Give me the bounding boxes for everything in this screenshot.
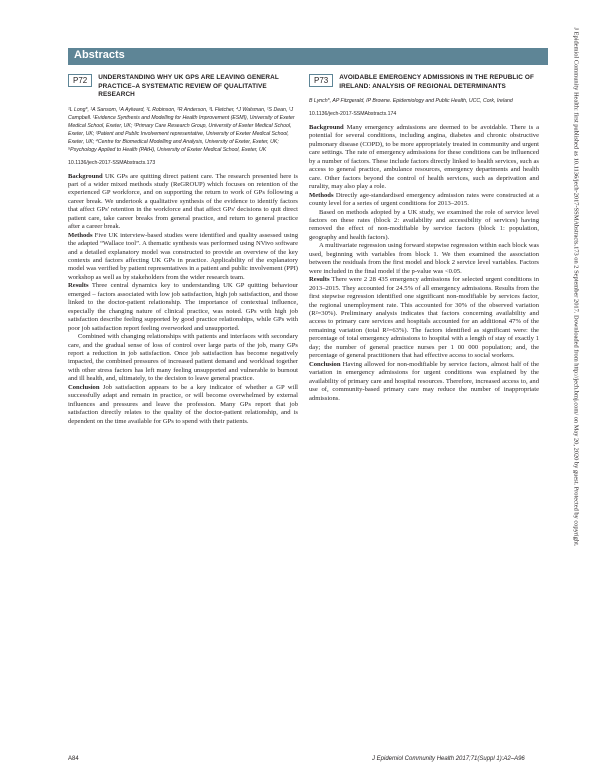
- abstract-body: [68, 173, 298, 427]
- paragraph-results: Results Three central dynamics key to understanding UK GP quitting behaviour emerged – factors associated with low job satisfaction, high job satisfaction, and those linked to the doctor-patient relationship. The importance of contextual influence, especially the changing nature of clinical practice, was noted. GPs with high job satisfaction describe feeling supported by good practice relationships, while GPs with poor job satisfaction report feeling overworked and unsupported.: [68, 282, 298, 332]
- abstract-number: P72: [68, 74, 92, 87]
- abstract-heading: [68, 74, 298, 100]
- paragraph-conclusion: Conclusion Having allowed for non-modifiable by service factors, almost half of the variation in emergency admissions for urgent conditions was explained by the availability of primary care and hospital resources. Therefore, increased access to, and use of, community-based primary care may reduce the number of inappropriate admissions.: [309, 360, 539, 402]
- paragraph-background: Background Many emergency admissions are deemed to be avoidable. There is a potential for several conditions, including angina, diabetes and chronic obstructive pulmonary disease (COPD), to be more appropriately treated in community and urgent care settings. The rate of emergency admissions for these conditions can be influenced by a number of factors. These include factors directly linked to health services, such as access to general practice, ambulance resources, emergency departments and health care. Other factors beyond the control of health services, such as deprivation and rurality, may also play a role.: [309, 124, 539, 191]
- abstract-p72: [68, 74, 298, 426]
- abstract-doi[interactable]: 10.1136/jech-2017-SSMAbstracts.174: [309, 111, 397, 117]
- abstract-title: AVOIDABLE EMERGENCY ADMISSIONS IN THE REPUBLIC OF IRELAND: ANALYSIS OF REGIONAL DETERMINANTS: [339, 74, 534, 90]
- journal-citation: J Epidemiol Community Health 2017;71(Suppl 1):A2–A96: [372, 756, 525, 762]
- sidebar-text[interactable]: J Epidemiol Community Health: first published as 10.1136/jech-2017-SSMAbstracts.173 on 2 September 2017. Downloaded from http://jech.bmj.com/ on May 20, 2020 by guest. Protected by copyright.: [572, 27, 580, 547]
- abstract-body: [309, 124, 539, 403]
- abstract-title: UNDERSTANDING WHY UK GPS ARE LEAVING GENERAL PRACTICE–A SYSTEMATIC REVIEW OF QUALITATIVE RESEARCH: [98, 74, 279, 98]
- page-number: A84: [68, 756, 79, 762]
- paragraph-methods-cont: Based on methods adopted by a UK study, we examined the role of service level factors on these rates (block 2: availability and accessibility of services) having removed the effect of non-modifiable by service factors (block 1: population, geography and health factors).: [309, 208, 539, 241]
- abstract-heading: [309, 74, 539, 91]
- abstract-authors: B Lynch*, AP Fitzgerald, IP Browne. Epidemiology and Public Health, UCC, Cork, Ireland: [309, 98, 513, 104]
- abstract-doi[interactable]: 10.1136/jech-2017-SSMAbstracts.173: [68, 159, 156, 166]
- paragraph-methods: Methods Five UK interview-based studies were identified and quality assessed using the adapted “Wallace tool”. A thematic synthesis was performed using NVivo software and a detailed explanatory model was constructed to provide an overview of the key contexts and factors affecting UK GPs in practice. Applicability of the explanatory model was verified by patient representatives in a patient and public involvement (PPI) workshop as well as by stakeholders from the wider research team.: [68, 231, 298, 281]
- paragraph-methods-cont: A multivariate regression using forward stepwise regression within each block was used, beginning with variables from block 1. We then examined the association between the residuals from the first model and block 2 service level variables. Factors were included in the final model if the p-value was <0.05.: [309, 242, 539, 275]
- abstract-p73: [309, 74, 539, 403]
- paragraph-results: Results There were 2 28 435 emergency admissions for selected urgent conditions in 2013–2015. They accounted for 24.5% of all emergency admissions. Results from the first stepwise regression identified one significant non-modifiable by services factor, the regional unemployment rate. This accounted for 30% of the observed variation (R²=30%). Preliminary analysis indicates that factors concerning availability and access to primary care services and hospitals accounted for an additional 47% of the remaining variation (total R²=63%). The factors identified as significant were: the percentage of total emergency admissions to hospital with a length of stay of exactly 1 day; the number of general practice nurses per 1 00 000 population; and, the percentage of general practitioners that had effective access to social workers.: [309, 276, 539, 360]
- paragraph-methods: Methods Directly age-standardised emergency admission rates were constructed at a county level for a series of urgent conditions for 2013–2015.: [309, 191, 539, 208]
- paragraph-conclusion: Conclusion Job satisfaction appears to be a key indicator of whether a GP will successfully adapt and remain in practice, or will become overwhelmed by external influences and pressures and leave the profession. Many GPs report that job satisfaction directly relates to the quality of the doctor-patient relationship, and is dependent on the time available for GPs to spend with their patients.: [68, 383, 298, 425]
- section-header-band: [68, 48, 548, 65]
- section-header: Abstracts: [74, 49, 125, 61]
- abstract-authors: ¹L Long*, ¹A Sansom, ¹A Aylward, ¹L Robinson, ²R Anderson, ³L Fletcher, ⁴J Walsman, ¹S Dean, ¹J Campbell. ¹Evidence Synthesis and Modelling for Health Improvement (ESMI), University of Exeter Medical School, Exeter, UK; ²Primary Care Research Group, University of Exeter Medical School, Exeter, UK; ³Patient and Public Involvement representative, University of Exeter Medical School, Exeter, UK; ⁴Centre for Biomedical Modelling and Analysis, University of Exeter, Exeter, UK; ⁵Psychology Applied to Health (PAtH), University of Exeter Medical School, Exeter, UK: [68, 106, 295, 153]
- abstract-number: P73: [309, 74, 333, 87]
- sidebar-download-note: [570, 27, 582, 750]
- paragraph-results-cont: Combined with changing relationships with patients and interfaces with secondary care, and the gradual sense of loss of control over large parts of the job, many GPs report a reduction in job satisfaction. Once job satisfaction has become negatively impacted, the combined pressures of increased patient demand and workload together with other stress factors has left many feeling unsupported and vulnerable to burnout and ill health, and, ultimately, to the decision to leave general practice.: [68, 333, 298, 383]
- paragraph-background: Background UK GPs are quitting direct patient care. The research presented here is part of a wider mixed methods study (ReGROUP) which focuses on retention of the experienced GP workforce, and on supporting the return to work of GPs following a career break. We undertook a qualitative synthesis of the evidence to identify factors that affect GPs' retention in the workforce and that affect GPs' decisions to quit direct patient care, take career breaks from general practice, and return to general practice after a career break.: [68, 172, 298, 231]
